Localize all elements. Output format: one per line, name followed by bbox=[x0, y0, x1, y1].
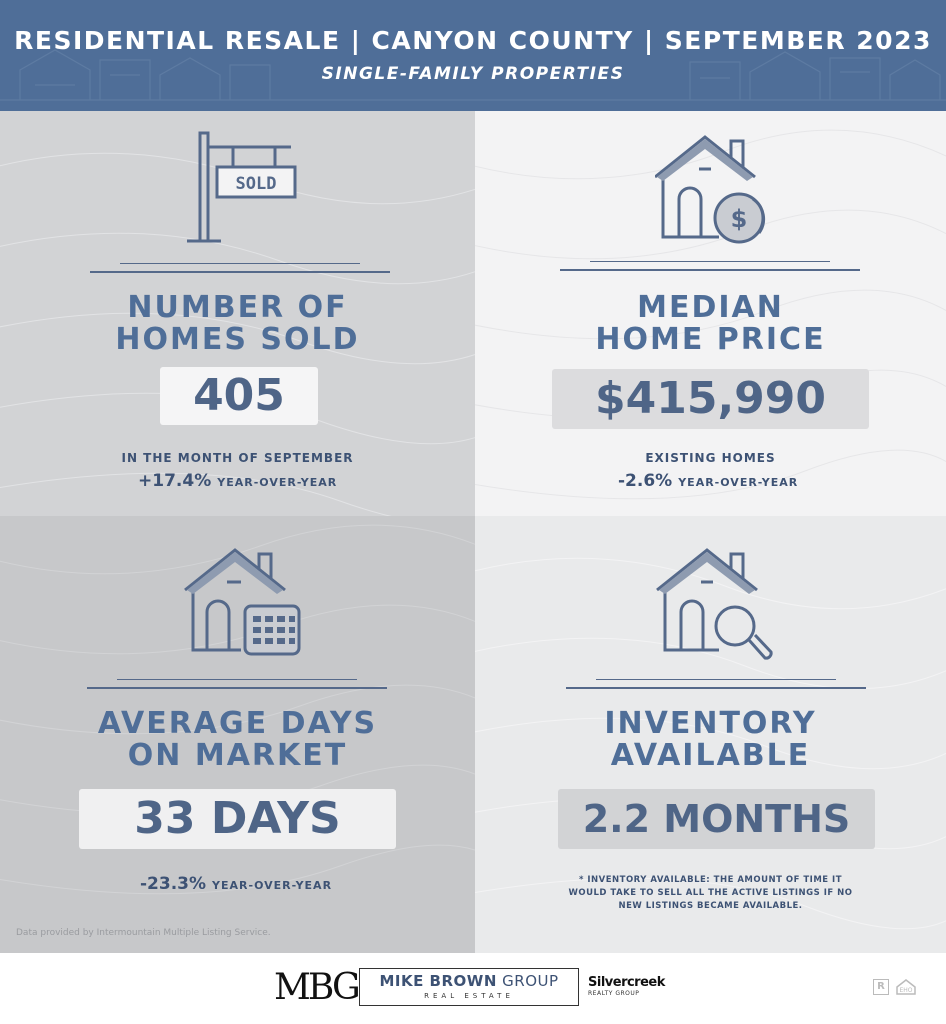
silvercreek-logo bbox=[588, 975, 665, 997]
change-value: -2.6% bbox=[618, 471, 673, 491]
homes-sold-note: IN THE MONTH OF SEPTEMBER bbox=[121, 451, 354, 465]
footnote-line: WOULD TAKE TO SELL ALL THE ACTIVE LISTINGS IF NO bbox=[568, 888, 853, 898]
change-value: +17.4% bbox=[138, 471, 212, 491]
label-line: AVAILABLE bbox=[610, 738, 811, 773]
label-line: HOMES SOLD bbox=[115, 322, 360, 357]
days-on-market-change bbox=[140, 874, 332, 894]
footer bbox=[0, 953, 946, 1024]
divider bbox=[90, 271, 390, 273]
inventory-panel bbox=[475, 516, 946, 953]
inventory-label bbox=[475, 708, 946, 772]
change-label: YEAR-OVER-YEAR bbox=[217, 476, 338, 489]
mbg-logo: MBG bbox=[274, 967, 358, 1008]
partner-sub: REALTY GROUP bbox=[588, 990, 640, 997]
page-subtitle: SINGLE-FAMILY PROPERTIES bbox=[321, 64, 625, 84]
page-title: RESIDENTIAL RESALE | CANYON COUNTY | SEPTEMBER 2023 bbox=[14, 26, 932, 55]
realtor-icon: R bbox=[873, 979, 889, 995]
skyline-decoration bbox=[0, 0, 946, 111]
days-on-market-value: 33 DAYS bbox=[79, 789, 396, 849]
sold-sign-icon bbox=[185, 131, 300, 246]
brand-name-bold: MIKE BROWN bbox=[379, 972, 497, 990]
brand-name bbox=[360, 972, 578, 990]
label-line: NUMBER OF bbox=[127, 290, 348, 325]
label-line: ON MARKET bbox=[127, 738, 348, 773]
magnifier-lens bbox=[716, 607, 754, 645]
house-calendar-icon bbox=[183, 546, 308, 661]
days-on-market-label bbox=[0, 708, 475, 772]
change-value: -23.3% bbox=[140, 874, 207, 894]
eho-label: EHO bbox=[899, 987, 913, 994]
brand-name-light: GROUP bbox=[496, 972, 559, 990]
divider bbox=[596, 679, 836, 680]
median-price-note: EXISTING HOMES bbox=[645, 451, 776, 465]
homes-sold-label bbox=[0, 292, 475, 356]
homes-sold-value: 405 bbox=[160, 367, 318, 425]
label-line: INVENTORY bbox=[604, 706, 817, 741]
data-source-note: Data provided by Intermountain Multiple Listing Service. bbox=[16, 928, 271, 938]
divider bbox=[117, 679, 357, 680]
equal-housing-icon bbox=[895, 979, 917, 995]
footnote-line: * INVENTORY AVAILABLE: THE AMOUNT OF TIME IT bbox=[578, 875, 843, 885]
brand-box bbox=[359, 968, 579, 1006]
partner-name: Silvercreek bbox=[588, 975, 665, 990]
homes-sold-panel bbox=[0, 111, 475, 516]
divider bbox=[590, 261, 830, 262]
inventory-value: 2.2 MONTHS bbox=[558, 789, 875, 849]
label-line: AVERAGE DAYS bbox=[97, 706, 378, 741]
label-line: MEDIAN bbox=[637, 290, 784, 325]
header-banner bbox=[0, 0, 946, 111]
days-on-market-panel bbox=[0, 516, 475, 953]
median-price-value: $415,990 bbox=[552, 369, 869, 429]
median-price-panel bbox=[475, 111, 946, 516]
homes-sold-change bbox=[138, 471, 337, 491]
footnote-line: NEW LISTINGS BECAME AVAILABLE. bbox=[618, 901, 803, 911]
median-price-label bbox=[475, 292, 946, 356]
dollar-sign: $ bbox=[730, 205, 748, 233]
house-search-icon bbox=[655, 546, 780, 671]
inventory-footnote bbox=[475, 874, 946, 913]
divider bbox=[120, 263, 360, 264]
median-price-change bbox=[618, 471, 798, 491]
house-outline-icon bbox=[895, 979, 917, 995]
brand-sub: REAL ESTATE bbox=[424, 992, 514, 1000]
sold-sign-text: SOLD bbox=[235, 174, 277, 194]
divider bbox=[87, 687, 387, 689]
change-label: YEAR-OVER-YEAR bbox=[212, 879, 333, 892]
house-dollar-icon bbox=[655, 133, 775, 248]
divider bbox=[566, 687, 866, 689]
divider bbox=[560, 269, 860, 271]
change-label: YEAR-OVER-YEAR bbox=[678, 476, 799, 489]
label-line: HOME PRICE bbox=[595, 322, 826, 357]
